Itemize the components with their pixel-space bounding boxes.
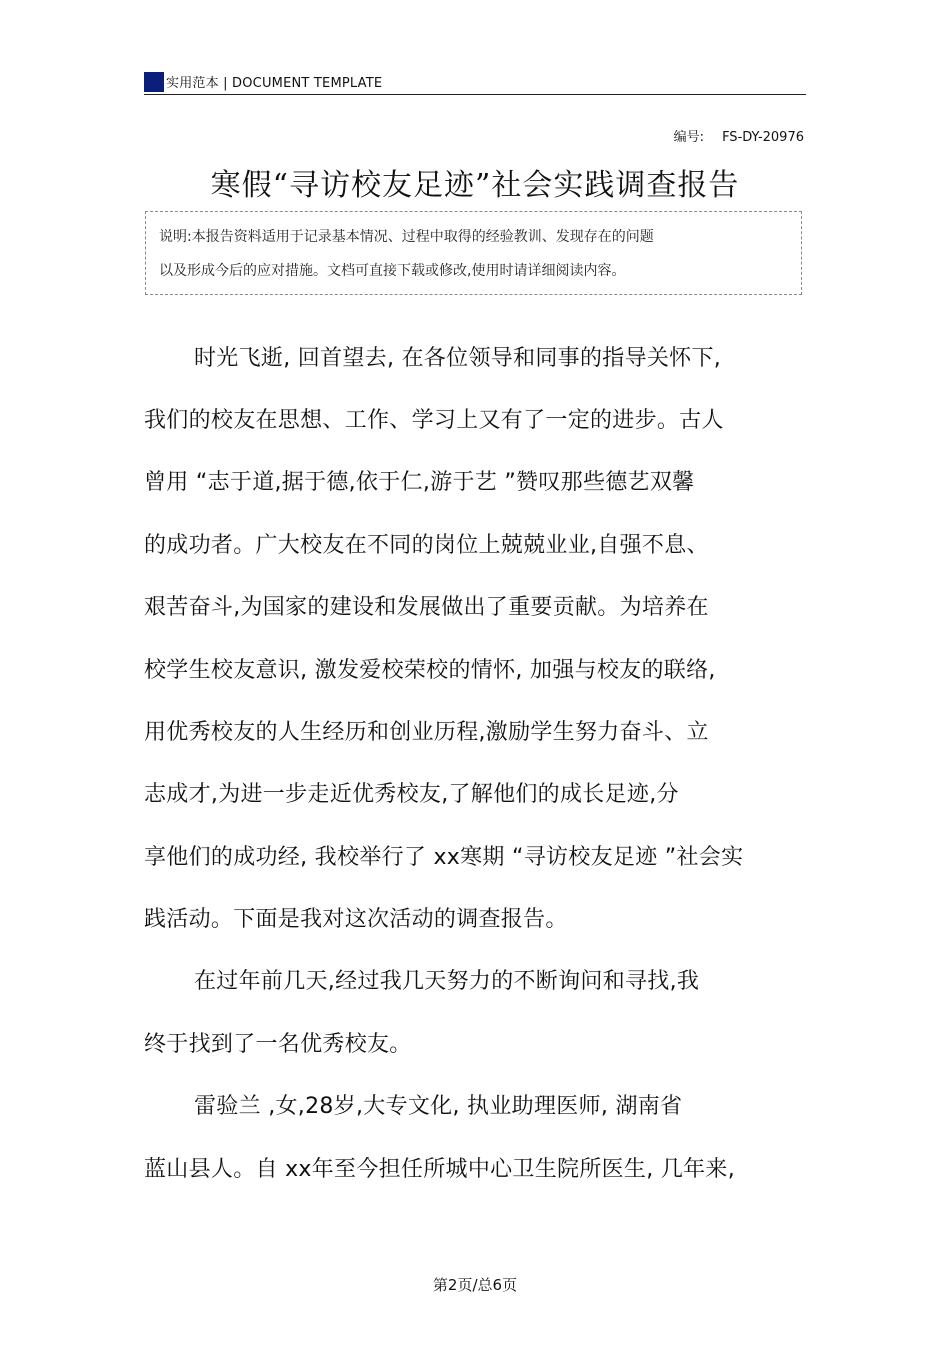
page-number: 第2页/总6页 [432,1276,518,1294]
paragraph-line: 享他们的成功经, 我校举行了 xx寒期 “寻访校友足迹 ”社会实 [144,845,744,870]
paragraph-line: 的成功者。广大校友在不同的岗位上兢兢业业,自强不息、 [144,533,709,558]
paragraph-line: 践活动。下面是我对这次活动的调查报告。 [144,907,568,932]
document-number-value: FS-DY-20976 [722,130,804,145]
paragraph-line: 用优秀校友的人生经历和创业历程,激励学生努力奋斗、立 [144,720,709,745]
paragraph-line: 在过年前几天,经过我几天努力的不断询问和寻找,我 [194,969,700,994]
paragraph-line: 艰苦奋斗,为国家的建设和发展做出了重要贡献。为培养在 [144,595,709,620]
description-line: 说明:本报告资料适用于记录基本情况、过程中取得的经验教训、发现存在的问题 [159,229,654,245]
paragraph-line: 时光飞逝, 回首望去, 在各位领导和同事的指导关怀下, [194,346,722,371]
description-box [145,211,802,295]
document-number [674,126,804,145]
paragraph-line: 曾用 “志于道,据于德,依于仁,游于艺 ”赞叹那些德艺双馨 [144,470,695,495]
paragraph-line: 终于找到了一名优秀校友。 [144,1032,412,1057]
paragraph-line: 我们的校友在思想、工作、学习上又有了一定的进步。古人 [144,408,724,433]
document-header [144,68,806,95]
page-title: 寒假“寻访校友足迹”社会实践调查报告 [210,168,740,203]
document-number-label: 编号: [673,130,705,145]
paragraph-line: 校学生校友意识, 激发爱校荣校的情怀, 加强与校友的联络, [144,658,716,683]
paragraph-line: 志成才,为进一步走近优秀校友,了解他们的成长足迹,分 [144,782,679,807]
header-text: 实用范本 | DOCUMENT TEMPLATE [166,76,383,91]
paragraph-line: 蓝山县人。自 xx年至今担任所城中心卫生院所医生, 几年来, [144,1157,736,1182]
header-logo-square [144,72,164,92]
description-line: 以及形成今后的应对措施。文档可直接下载或修改,使用时请详细阅读内容。 [159,263,626,279]
paragraph-line: 雷验兰 ,女,28岁,大专文化, 执业助理医师, 湖南省 [194,1094,683,1119]
